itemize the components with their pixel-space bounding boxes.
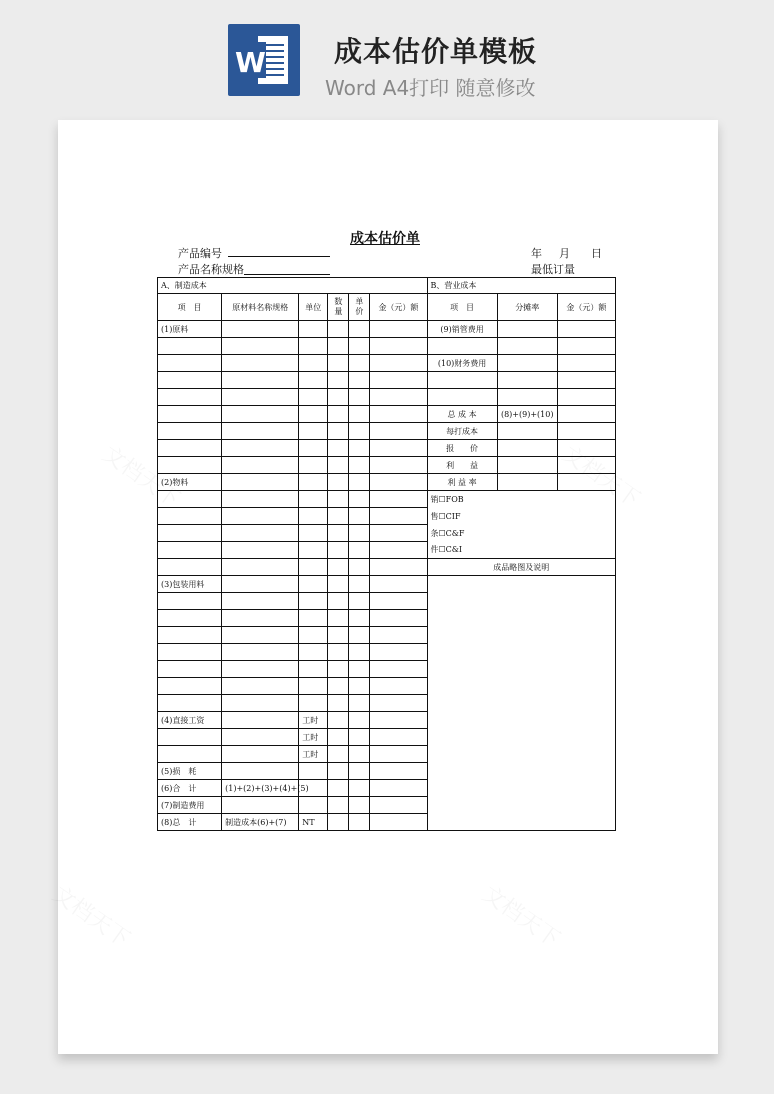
header-amount-b: 金（元）额 <box>557 294 615 321</box>
mfg-expense-label: (7)制造费用 <box>158 797 222 814</box>
template-banner <box>0 0 774 118</box>
table-row <box>158 457 616 474</box>
goods-material-label: (2)物料 <box>158 474 222 491</box>
product-no-label: 产品编号 <box>178 247 222 260</box>
profit-label: 利 益 <box>427 457 497 474</box>
raw-material-label: (1)原料 <box>158 321 222 338</box>
work-hour-1: 工时 <box>299 712 328 729</box>
subtotal-label: (6)合 计 <box>158 780 222 797</box>
header-item-b: 项 目 <box>427 294 497 321</box>
table-row <box>158 338 616 355</box>
word-icon-letter: W <box>235 46 266 79</box>
packaging-label: (3)包装用料 <box>158 576 222 593</box>
labor-label: (4)直接工资 <box>158 712 222 729</box>
table-row <box>158 542 616 559</box>
profit-rate-label: 利 益 率 <box>427 474 497 491</box>
term-fob[interactable]: 销☐FOB <box>427 491 616 508</box>
total-label: (8)总 计 <box>158 814 222 831</box>
finance-expense-label: (10)财务费用 <box>427 355 497 372</box>
product-spec-label: 产品名称规格 <box>178 263 244 276</box>
cost-estimate-table <box>157 277 616 831</box>
table-row <box>158 559 616 576</box>
product-no-line[interactable] <box>228 256 330 257</box>
sales-expense-label: (9)销管费用 <box>427 321 497 338</box>
table-row <box>158 406 616 423</box>
header-unit-price: 单 价 <box>349 294 370 321</box>
year-label: 年 <box>531 247 542 260</box>
table-row <box>158 508 616 525</box>
table-row <box>158 525 616 542</box>
day-label: 日 <box>591 247 602 260</box>
sketch-area[interactable] <box>427 576 616 831</box>
total-cost-formula: (8)+(9)+(10) <box>497 406 557 423</box>
table-row <box>158 491 616 508</box>
total-formula: 制造成本(6)+(7) <box>222 814 299 831</box>
header-amount-a: 金（元）额 <box>370 294 427 321</box>
header-unit: 单位 <box>299 294 328 321</box>
document-title: 成本估价单 <box>350 231 420 247</box>
header-item-a: 项 目 <box>158 294 222 321</box>
product-spec-line[interactable] <box>244 274 330 275</box>
table-row <box>158 440 616 457</box>
banner-title: 成本估价单模板 <box>334 35 538 68</box>
term-cif[interactable]: 售☐CIF <box>427 508 616 525</box>
table-row <box>158 423 616 440</box>
word-icon <box>228 24 300 96</box>
total-unit: NT <box>299 814 328 831</box>
header-qty: 数 量 <box>328 294 349 321</box>
table-row <box>158 576 616 593</box>
month-label: 月 <box>559 247 570 260</box>
table-row <box>158 355 616 372</box>
section-a-title: A、制造成本 <box>158 278 428 294</box>
work-hour-2: 工时 <box>299 729 328 746</box>
work-hour-3: 工时 <box>299 746 328 763</box>
sketch-label: 成品略图及说明 <box>427 559 616 576</box>
table-row <box>158 321 616 338</box>
banner-subtitle: Word A4打印 随意修改 <box>325 76 536 100</box>
term-cnf[interactable]: 条☐C&F <box>427 525 616 542</box>
section-b-title: B、营业成本 <box>427 278 616 294</box>
header-material-spec: 原材料名称规格 <box>222 294 299 321</box>
table-row <box>158 372 616 389</box>
per-dozen-label: 每打成本 <box>427 423 497 440</box>
subtotal-formula: (1)+(2)+(3)+(4)+(5) <box>222 780 299 797</box>
table-row <box>158 474 616 491</box>
total-cost-label: 总 成 本 <box>427 406 497 423</box>
table-row <box>158 389 616 406</box>
header-alloc-rate: 分摊率 <box>497 294 557 321</box>
min-order-label: 最低订量 <box>531 263 575 276</box>
term-cni[interactable]: 件☐C&I <box>427 542 616 559</box>
document-page <box>58 120 718 1054</box>
quote-label: 报 价 <box>427 440 497 457</box>
loss-label: (5)损 耗 <box>158 763 222 780</box>
